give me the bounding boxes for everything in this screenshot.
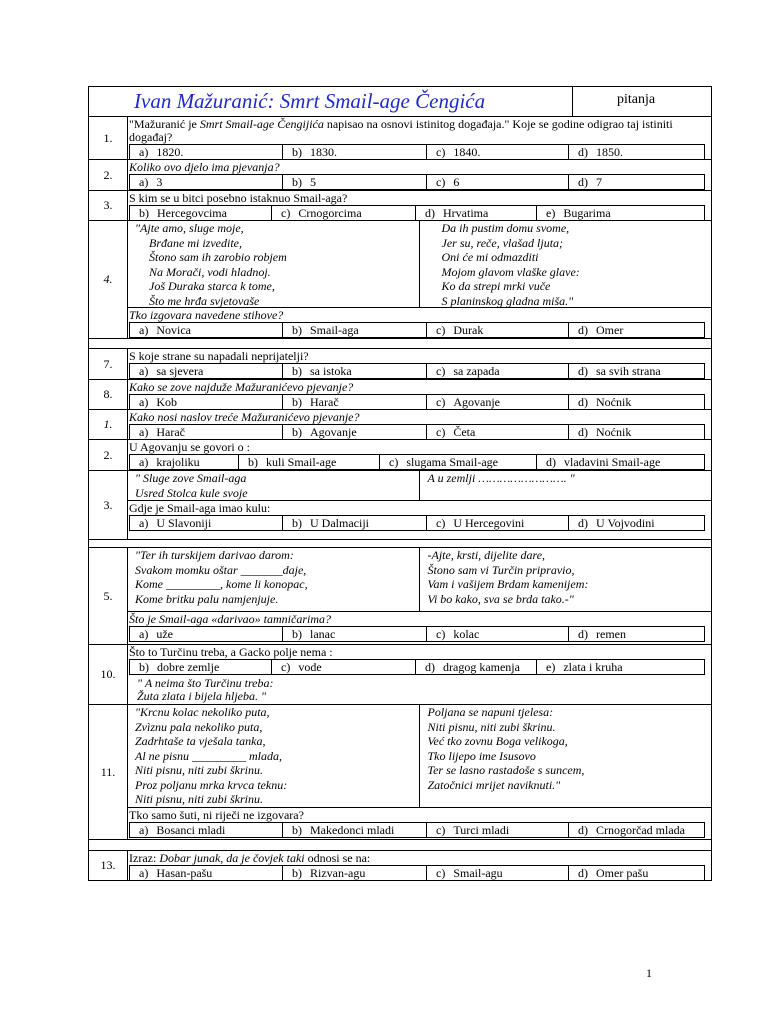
answer-option[interactable]: a) Kob [130,395,283,409]
question-row [88,851,712,881]
answer-options [129,454,705,470]
row-spacer [88,339,712,349]
answer-options [129,322,705,338]
answer-option[interactable]: a) krajoliku [130,455,239,469]
answer-options [129,363,705,379]
question-number: 1. [89,117,128,159]
poem-right-column: Da ih pustim domu svome, Jer su, reče, vlašad ljuta; Oni će mi odmazditi Mojom glavom vlaške glave: Ko da strepi mrki vuče S planinskog gladna miša." [441,221,580,308]
answer-options [129,822,705,838]
answer-option[interactable]: d) Noćnik [578,395,632,409]
answer-option[interactable]: a) Bosanci mladi [130,823,283,837]
question-text: S koje strane su napadali neprijatelji? [129,349,309,363]
answer-option[interactable]: b) U Dalmaciji [283,516,427,530]
poem-excerpt [127,705,711,808]
question-row [88,349,712,380]
question-number: 3. [89,471,128,539]
poem-right-column: -Ajte, krsti, dijelite dare, Štono sam vi Turčin pripravio, Vam i vašijem Brdam kamenijem: Vi bo kako, sva se brda tako.-" [427,548,589,606]
answer-option[interactable]: b) 1830. [283,145,427,159]
answer-option[interactable]: c) kolac [427,627,569,641]
question-row [88,471,712,540]
poem-excerpt [127,221,711,308]
question-row [88,705,712,840]
answer-option[interactable]: b) Hercegovcima [130,206,272,220]
question-text: Koliko ovo djelo ima pjevanja? [129,160,280,174]
answer-option[interactable]: c) Turci mladi [427,823,569,837]
question-number: 2. [89,440,128,470]
question-number: 7. [89,349,128,379]
header-row [88,86,712,117]
answer-option[interactable]: a) Novica [130,323,283,337]
answer-option[interactable]: d) 1850. [578,145,623,159]
answer-option[interactable]: d) dragog kamenja [416,660,537,674]
question-row [88,440,712,471]
poem-excerpt [127,471,711,501]
question-text: Što to Turčinu treba, a Gacko polje nema : [129,645,333,659]
row-spacer [88,540,712,548]
question-text: Tko samo šuti, ni riječi ne izgovara? [129,808,304,822]
question-row [88,380,712,410]
answer-options [129,394,705,410]
answer-option[interactable]: c) Durak [427,323,569,337]
question-number: 13. [89,851,128,880]
answer-option[interactable]: d) Noćnik [578,425,632,439]
question-number: 3. [89,191,128,220]
answer-option[interactable]: a) 1820. [130,145,283,159]
poem-left-column: "Ajte amo, sluge moje, Brđane mi izvedite, Štono sam ih zarobio robjem Na Morači, vodi hladnoj. Još Duraka starca k tome, Što me hrđa svjetovaše [127,221,420,307]
worksheet [88,86,712,881]
answer-option[interactable]: c) vode [272,660,416,674]
answer-option[interactable]: a) 3 [130,175,283,189]
answer-option[interactable]: c) Četa [427,425,569,439]
answer-options [129,205,705,221]
answer-option[interactable]: c) Crnogorcima [272,206,416,220]
question-number: 10. [89,645,128,704]
question-number: 5. [89,548,128,644]
question-number: 11. [89,705,128,839]
answer-option[interactable]: d) Hrvatima [416,206,537,220]
answer-option[interactable]: b) dobre zemlje [130,660,272,674]
question-row [88,160,712,191]
answer-option[interactable]: c) slugama Smail-age [380,455,537,469]
answer-options [129,515,705,531]
answer-option[interactable]: b) Rizvan-agu [283,866,427,880]
question-number: 1. [89,410,128,439]
answer-option[interactable]: d) sa svih strana [578,364,661,378]
question-text: S kim se u bitci posebno istaknuo Smail-aga? [129,191,348,205]
question-number: 2. [89,160,128,190]
answer-option[interactable]: b) lanac [283,627,427,641]
question-text: Tko izgovara navedene stihove? [129,308,284,322]
answer-options [129,659,705,675]
answer-option[interactable]: b) Makedonci mladi [283,823,427,837]
question-row [88,117,712,160]
poem-left-column: "Ter ih turskijem darivao darom: Svakom momku oštar _______daje, Kome _________, kome li konopac, Kome britku palu namjenjuje. [127,548,420,611]
answer-option[interactable]: d) Omer [578,323,624,337]
poem-left-column: "Krcnu kolac nekoliko puta, Zvìznu pala nekoliko puta, Zadrhtaše ta vješala tanka, Al ne pisnu _________ mlada, Niti pisnu, niti zubi škrinu. Proz poljanu mrka krvca teknu: Niti pisnu, niti zubi škrinu. [127,705,420,807]
answer-option[interactable]: d) U Vojvodini [578,516,655,530]
answer-option[interactable]: b) Harač [283,395,427,409]
question-text: U Agovanju se govori o : [129,440,250,454]
answer-option[interactable]: c) U Hercegovini [427,516,569,530]
answer-option[interactable]: e) zlata i kruha [546,660,623,674]
question-text: Kako se zove najduže Mažuranićevo pjevanje? [129,380,354,394]
answer-options [129,144,705,160]
answer-options [129,865,705,881]
poem-excerpt [127,548,711,612]
question-text: Kako nosi naslov treće Mažuranićevo pjevanje? [129,410,360,424]
answer-option[interactable]: d) 7 [578,175,602,189]
row-spacer [88,840,712,851]
answer-option[interactable]: a) Harač [130,425,283,439]
answer-option[interactable]: d) vladavini Smail-age [546,455,661,469]
answer-option[interactable]: b) 5 [283,175,427,189]
page-title: Ivan Mažuranić: Smrt Smail-age Čengića [89,87,573,116]
answer-option[interactable]: a) sa sjevera [130,364,283,378]
answer-option[interactable]: a) uže [130,627,283,641]
answer-option[interactable]: b) sa istoka [283,364,427,378]
answer-option[interactable]: c) 1840. [427,145,569,159]
question-row [88,410,712,440]
answer-option[interactable]: b) Smail-aga [283,323,427,337]
poem-right-column: A u zemlji ……………………. " [427,471,575,485]
question-number: 4. [89,221,128,338]
answer-options [129,424,705,440]
question-text: Gdje je Smail-aga imao kulu: [129,501,271,515]
answer-option[interactable]: b) Agovanje [283,425,427,439]
header-label: pitanja [617,92,656,107]
answer-option[interactable]: c) 6 [427,175,569,189]
answer-option[interactable]: d) Omer pašu [578,866,649,880]
answer-options [129,174,705,190]
question-number: 8. [89,380,128,409]
question-text: "Mažuranić je Smrt Smail-age Čengijića napisao na osnovi istinitog događaja." Koje se godine odigrao taj istiniti događaj? [129,117,673,144]
answer-option[interactable]: c) Agovanje [427,395,569,409]
question-row [88,191,712,221]
question-row [88,645,712,705]
answer-option[interactable]: c) Smail-agu [427,866,569,880]
answer-option[interactable]: e) Bugarima [546,206,611,220]
answer-options [129,626,705,642]
answer-option[interactable]: b) kuli Smail-age [239,455,380,469]
answer-option[interactable]: a) Hasan-pašu [130,866,283,880]
answer-option[interactable]: d) remen [578,627,626,641]
question-row [88,221,712,339]
question-row [88,548,712,645]
poem-right-column: Poljana se napuni tjelesa: Niti pisnu, niti zubi škrinu. Već tko zovnu Boga velikoga, Tko lijepo ime Isusovo Ter se lasno rastadoše s suncem, Zatočnici mrijet naviknuti." [427,705,585,792]
answer-option[interactable]: d) Crnogorčad mlada [578,823,685,837]
verse-quote: " A neima što Turčinu treba: Žuta zlata i bijela hljeba. " [137,676,274,703]
question-text: Što je Smail-aga «darivao» tamničarima? [129,612,331,626]
answer-option[interactable]: a) U Slavoniji [130,516,283,530]
answer-option[interactable]: c) sa zapada [427,364,569,378]
page-number: 1 [646,966,652,980]
poem-left-column: " Sluge zove Smail-aga Usred Stolca kule svoje [127,471,420,500]
question-text: Izraz: Dobar junak, da je čovjek taki odnosi se na: [129,851,371,865]
